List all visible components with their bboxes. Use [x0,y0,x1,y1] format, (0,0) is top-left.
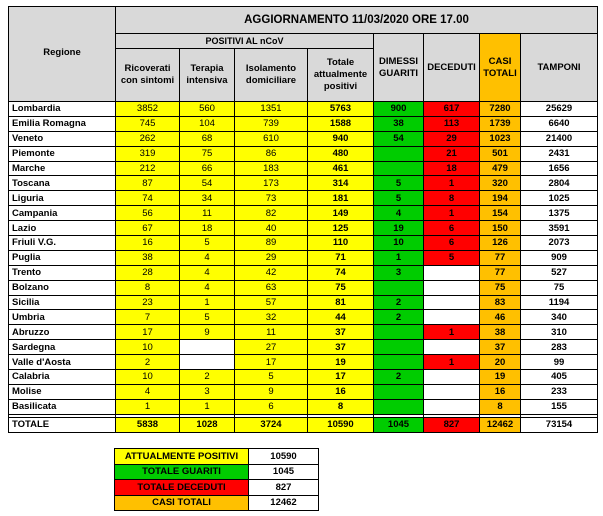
casi-value: 77 [480,265,521,280]
totale-positivi-value: 110 [308,236,374,251]
casi-value: 16 [480,384,521,399]
table-row [9,295,598,310]
table-row [9,191,598,206]
isolamento-value: 5 [235,370,308,385]
casi-value: 83 [480,295,521,310]
casi-value: 150 [480,221,521,236]
region-name: Emilia Romagna [9,116,116,131]
deceduti-value: 21 [424,146,480,161]
isolamento-header: Isolamento domiciliare [235,49,308,102]
ricoverati-value: 212 [116,161,180,176]
casi-value: 7280 [480,102,521,117]
table-row [9,221,598,236]
totale-positivi-value: 1588 [308,116,374,131]
deceduti-value [424,384,480,399]
summary-value: 10590 [249,449,319,465]
totale-positivi-value: 940 [308,131,374,146]
totale-positivi-value: 149 [308,206,374,221]
terapia-value: 1 [180,399,235,414]
isolamento-value: 610 [235,131,308,146]
deceduti-value [424,340,480,355]
terapia-value: 75 [180,146,235,161]
region-name: Campania [9,206,116,221]
ricoverati-value: 10 [116,370,180,385]
region-name: Piemonte [9,146,116,161]
ricoverati-value: 56 [116,206,180,221]
summary-value: 1045 [249,464,319,480]
isolamento-value: 89 [235,236,308,251]
table-row [9,236,598,251]
totals-tamponi: 73154 [521,417,598,432]
totale-positivi-value: 314 [308,176,374,191]
ricoverati-value: 8 [116,280,180,295]
region-name: Lombardia [9,102,116,117]
dimessi-value: 2 [374,370,424,385]
tamponi-value: 25629 [521,102,598,117]
isolamento-value: 82 [235,206,308,221]
casi-value: 77 [480,250,521,265]
summary-value: 827 [249,480,319,496]
dimessi-value [374,325,424,340]
totals-dimessi: 1045 [374,417,424,432]
casi-value: 320 [480,176,521,191]
terapia-value: 9 [180,325,235,340]
deceduti-value: 1 [424,355,480,370]
ricoverati-value: 7 [116,310,180,325]
isolamento-value: 11 [235,325,308,340]
deceduti-value [424,265,480,280]
totals-casi: 12462 [480,417,521,432]
tamponi-value: 3591 [521,221,598,236]
tamponi-value: 283 [521,340,598,355]
deceduti-value: 6 [424,221,480,236]
totals-label: TOTALE [9,417,116,432]
table-body [9,102,598,433]
totale-positivi-value: 71 [308,250,374,265]
terapia-value: 4 [180,280,235,295]
deceduti-value: 18 [424,161,480,176]
table-row [9,399,598,414]
casi-value: 46 [480,310,521,325]
deceduti-value [424,370,480,385]
ricoverati-value: 745 [116,116,180,131]
ricoverati-value: 4 [116,384,180,399]
table-row [9,280,598,295]
tamponi-value: 2073 [521,236,598,251]
isolamento-value: 183 [235,161,308,176]
totals-isolamento: 3724 [235,417,308,432]
dimessi-header: DIMESSI GUARITI [374,34,424,102]
isolamento-value: 57 [235,295,308,310]
terapia-value: 5 [180,236,235,251]
table-row [9,116,598,131]
totals-ricoverati: 5838 [116,417,180,432]
summary-row [115,449,319,465]
dimessi-value: 38 [374,116,424,131]
totale-positivi-value: 461 [308,161,374,176]
region-name: Sardegna [9,340,116,355]
totale-positivi-value: 16 [308,384,374,399]
casi-value: 20 [480,355,521,370]
deceduti-value: 1 [424,176,480,191]
region-name: Veneto [9,131,116,146]
deceduti-value: 113 [424,116,480,131]
table-row [9,250,598,265]
table-row [9,355,598,370]
dimessi-value: 1 [374,250,424,265]
ricoverati-value: 17 [116,325,180,340]
summary-label: TOTALE GUARITI [115,464,249,480]
dimessi-value: 3 [374,265,424,280]
tamponi-value: 155 [521,399,598,414]
table-row [9,265,598,280]
totale-positivi-value: 81 [308,295,374,310]
table-row [9,384,598,399]
summary-label: TOTALE DECEDUTI [115,480,249,496]
tamponi-header: TAMPONI [521,34,598,102]
terapia-header: Terapia intensiva [180,49,235,102]
dimessi-value [374,146,424,161]
ricoverati-value: 28 [116,265,180,280]
ricoverati-value: 87 [116,176,180,191]
casi-value: 1023 [480,131,521,146]
ricoverati-value: 2 [116,355,180,370]
totals-terapia: 1028 [180,417,235,432]
ricoverati-value: 10 [116,340,180,355]
summary-value: 12462 [249,495,319,511]
deceduti-value: 617 [424,102,480,117]
positivi-header: POSITIVI AL nCoV [116,34,374,49]
region-header: Regione [9,7,116,102]
region-name: Liguria [9,191,116,206]
isolamento-value: 42 [235,265,308,280]
table-row [9,310,598,325]
terapia-value: 2 [180,370,235,385]
tamponi-value: 1656 [521,161,598,176]
ricoverati-value: 262 [116,131,180,146]
dimessi-value: 2 [374,310,424,325]
totale-positivi-value: 480 [308,146,374,161]
summary-label: ATTUALMENTE POSITIVI [115,449,249,465]
ricoverati-value: 16 [116,236,180,251]
dimessi-value [374,355,424,370]
deceduti-value: 8 [424,191,480,206]
isolamento-value: 63 [235,280,308,295]
deceduti-value [424,399,480,414]
deceduti-value: 29 [424,131,480,146]
table-row [9,131,598,146]
summary-table [114,448,319,511]
tamponi-value: 75 [521,280,598,295]
isolamento-value: 17 [235,355,308,370]
region-name: Puglia [9,250,116,265]
regional-table [8,6,598,433]
isolamento-value: 29 [235,250,308,265]
isolamento-value: 86 [235,146,308,161]
dimessi-value [374,384,424,399]
tamponi-value: 909 [521,250,598,265]
tamponi-value: 2431 [521,146,598,161]
region-name: Bolzano [9,280,116,295]
table-row [9,370,598,385]
terapia-value: 5 [180,310,235,325]
tamponi-value: 340 [521,310,598,325]
dimessi-value: 5 [374,191,424,206]
tamponi-value: 1194 [521,295,598,310]
ricoverati-value: 38 [116,250,180,265]
table-row [9,206,598,221]
region-name: Sicilia [9,295,116,310]
totale-positivi-value: 5763 [308,102,374,117]
terapia-value: 1 [180,295,235,310]
casi-value: 126 [480,236,521,251]
region-name: Friuli V.G. [9,236,116,251]
ricoverati-header: Ricoverati con sintomi [116,49,180,102]
totale-positivi-value: 19 [308,355,374,370]
totals-positivi: 10590 [308,417,374,432]
casi-value: 37 [480,340,521,355]
deceduti-value: 5 [424,250,480,265]
tamponi-value: 1025 [521,191,598,206]
casi-value: 75 [480,280,521,295]
casi-value: 1739 [480,116,521,131]
deceduti-value [424,310,480,325]
dimessi-value: 10 [374,236,424,251]
casi-value: 19 [480,370,521,385]
dimessi-value: 54 [374,131,424,146]
totale-positivi-value: 44 [308,310,374,325]
tamponi-value: 6640 [521,116,598,131]
dimessi-value [374,340,424,355]
terapia-value: 18 [180,221,235,236]
table-row [9,340,598,355]
totale-positivi-value: 37 [308,325,374,340]
isolamento-value: 9 [235,384,308,399]
deceduti-value [424,295,480,310]
casi-value: 501 [480,146,521,161]
isolamento-value: 1351 [235,102,308,117]
totale-positivi-header: Totale attualmente positivi [308,49,374,102]
tamponi-value: 233 [521,384,598,399]
table-row [9,325,598,340]
summary-row [115,495,319,511]
tamponi-value: 2804 [521,176,598,191]
region-name: Lazio [9,221,116,236]
terapia-value [180,340,235,355]
totale-positivi-value: 17 [308,370,374,385]
terapia-value: 3 [180,384,235,399]
ricoverati-value: 1 [116,399,180,414]
totale-positivi-value: 125 [308,221,374,236]
casi-value: 154 [480,206,521,221]
deceduti-value: 1 [424,325,480,340]
isolamento-value: 32 [235,310,308,325]
deceduti-header: DECEDUTI [424,34,480,102]
region-name: Calabria [9,370,116,385]
tamponi-value: 99 [521,355,598,370]
table-row [9,161,598,176]
dimessi-value: 900 [374,102,424,117]
region-name: Umbria [9,310,116,325]
dimessi-value: 2 [374,295,424,310]
region-name: Valle d'Aosta [9,355,116,370]
region-name: Marche [9,161,116,176]
region-name: Molise [9,384,116,399]
casi-header: CASI TOTALI [480,34,521,102]
tamponi-value: 1375 [521,206,598,221]
isolamento-value: 40 [235,221,308,236]
isolamento-value: 739 [235,116,308,131]
tamponi-value: 405 [521,370,598,385]
ricoverati-value: 3852 [116,102,180,117]
table-row [9,146,598,161]
terapia-value: 34 [180,191,235,206]
summary-row [115,480,319,496]
ricoverati-value: 67 [116,221,180,236]
summary-row [115,464,319,480]
region-name: Abruzzo [9,325,116,340]
region-name: Basilicata [9,399,116,414]
terapia-value: 4 [180,265,235,280]
totale-positivi-value: 8 [308,399,374,414]
terapia-value: 4 [180,250,235,265]
totale-positivi-value: 75 [308,280,374,295]
terapia-value: 11 [180,206,235,221]
totals-deceduti: 827 [424,417,480,432]
deceduti-value: 1 [424,206,480,221]
ricoverati-value: 74 [116,191,180,206]
report-title: AGGIORNAMENTO 11/03/2020 ORE 17.00 [116,7,598,34]
tamponi-value: 21400 [521,131,598,146]
casi-value: 38 [480,325,521,340]
terapia-value: 560 [180,102,235,117]
table-row [9,176,598,191]
dimessi-value: 19 [374,221,424,236]
dimessi-value: 5 [374,176,424,191]
terapia-value: 68 [180,131,235,146]
dimessi-value [374,399,424,414]
casi-value: 8 [480,399,521,414]
terapia-value: 66 [180,161,235,176]
deceduti-value: 6 [424,236,480,251]
region-name: Toscana [9,176,116,191]
tamponi-value: 527 [521,265,598,280]
isolamento-value: 73 [235,191,308,206]
casi-value: 194 [480,191,521,206]
isolamento-value: 6 [235,399,308,414]
isolamento-value: 27 [235,340,308,355]
dimessi-value [374,280,424,295]
region-name: Trento [9,265,116,280]
ricoverati-value: 23 [116,295,180,310]
totale-positivi-value: 181 [308,191,374,206]
casi-value: 479 [480,161,521,176]
deceduti-value [424,280,480,295]
dimessi-value: 4 [374,206,424,221]
terapia-value: 104 [180,116,235,131]
covid-report [8,6,597,433]
terapia-value [180,355,235,370]
totale-positivi-value: 37 [308,340,374,355]
table-row [9,102,598,117]
summary-label: CASI TOTALI [115,495,249,511]
totale-positivi-value: 74 [308,265,374,280]
terapia-value: 54 [180,176,235,191]
isolamento-value: 173 [235,176,308,191]
tamponi-value: 310 [521,325,598,340]
ricoverati-value: 319 [116,146,180,161]
totals-row [9,417,598,432]
dimessi-value [374,161,424,176]
